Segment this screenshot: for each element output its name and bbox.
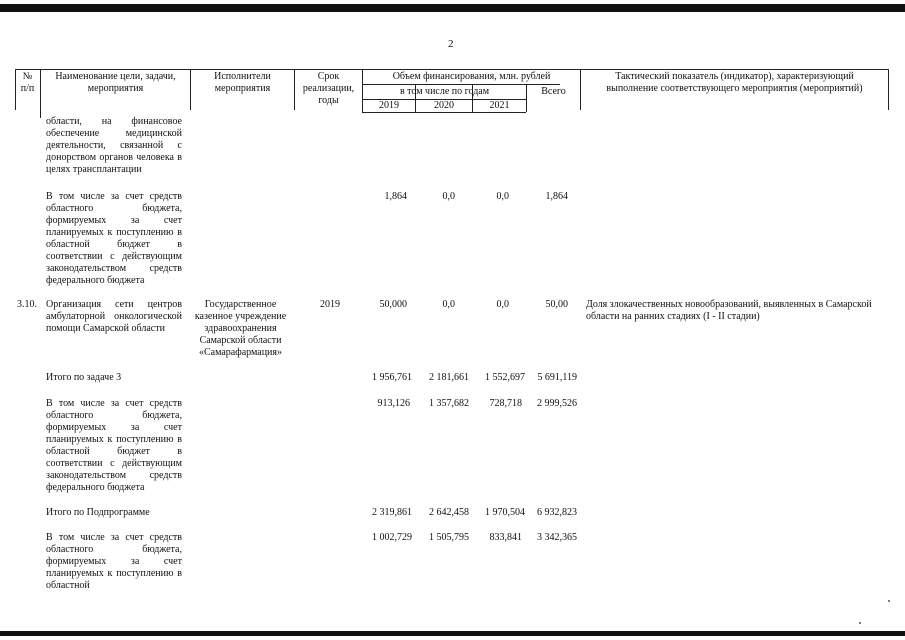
header-year-2020: 2020 [434, 100, 454, 111]
header-funding: Объем финансирования, млн. рублей [392, 71, 551, 82]
header-top-line [15, 69, 888, 70]
header-years-bottom-line [362, 112, 526, 113]
header-by-years: в том числе по годам [399, 86, 490, 97]
row-2-2019: 50,000 [379, 299, 407, 310]
row-3-2020: 2 181,661 [429, 372, 469, 383]
row-4-2021: 728,718 [489, 398, 522, 409]
row-5-name: Итого по Подпрограмме [46, 507, 150, 518]
row-6-name: В том числе за счет средств областного бюджета, формируемых за счет планируемых к поступлению в областной [46, 532, 182, 591]
scan-speck [888, 600, 890, 602]
row-5-total: 6 932,823 [537, 507, 577, 518]
header-year-2019: 2019 [379, 100, 399, 111]
bottom-border [0, 631, 905, 636]
row-5-2019: 2 319,861 [372, 507, 412, 518]
row-3-2019: 1 956,761 [372, 372, 412, 383]
row-1-total: 1,864 [545, 191, 568, 202]
row-2-2021: 0,0 [496, 299, 509, 310]
row-5-2020: 2 642,458 [429, 507, 469, 518]
header-sub-line-1 [362, 84, 560, 85]
header-indicator: Тактический показатель (индикатор), характеризующий выполнение соответствующего мероприятия (мероприятий) [606, 71, 863, 94]
row-1-2019: 1,864 [384, 191, 407, 202]
row-2-term: 2019 [320, 299, 340, 310]
row-5-2021: 1 970,504 [485, 507, 525, 518]
row-6-2021: 833,841 [489, 532, 522, 543]
header-year-2021: 2021 [489, 100, 510, 111]
row-2-total: 50,00 [545, 299, 568, 310]
row-6-2020: 1 505,795 [429, 532, 469, 543]
row-2-indicator: Доля злокачественных новообразований, выявленных в Самарской области на ранних стадиях (I - II стадии) [586, 299, 872, 322]
header-total: Всего [541, 86, 566, 97]
header-number: № п/п [20, 71, 35, 94]
scan-speck [859, 622, 861, 624]
row-1-2021: 0,0 [496, 191, 509, 202]
page-number: 2 [448, 38, 454, 50]
row-4-name: В том числе за счет средств областного бюджета, формируемых за счет планируемых к поступлению в областной бюджет в соответствии с действующим законодательством средств федерального бюджета [46, 398, 182, 493]
row-2-2020: 0,0 [442, 299, 455, 310]
row-2-executor: Государственное казенное учреждение здравоохранения Самарской области «Самарафармация» [194, 299, 287, 358]
row-4-2019: 913,126 [377, 398, 410, 409]
row-2-name: Организация сети центров амбулаторной онкологической помощи Самарской области [46, 299, 182, 334]
top-border [0, 4, 905, 12]
row-4-2020: 1 357,682 [429, 398, 469, 409]
row-0-name: области, на финансовое обеспечение медицинской деятельности, связанной с донорством органов человека в целях трансплантации [46, 116, 182, 175]
header-term: Срок реализации, годы [302, 71, 355, 106]
row-1-name: В том числе за счет средств областного бюджета, формируемых за счет планируемых к поступлению в областной бюджет в соответствии с действующим законодательством средств федерального бюджета [46, 191, 182, 286]
row-6-2019: 1 002,729 [372, 532, 412, 543]
row-2-number: 3.10. [17, 299, 37, 310]
row-3-total: 5 691,119 [537, 372, 577, 383]
col-line-9 [888, 69, 889, 110]
header-name: Наименование цели, задачи, мероприятия [55, 71, 176, 94]
row-1-2020: 0,0 [442, 191, 455, 202]
row-3-2021: 1 552,697 [485, 372, 525, 383]
row-3-name: Итого по задаче 3 [46, 372, 122, 383]
row-4-total: 2 999,526 [537, 398, 577, 409]
header-executors: Исполнители мероприятия [214, 71, 271, 94]
row-6-total: 3 342,365 [537, 532, 577, 543]
